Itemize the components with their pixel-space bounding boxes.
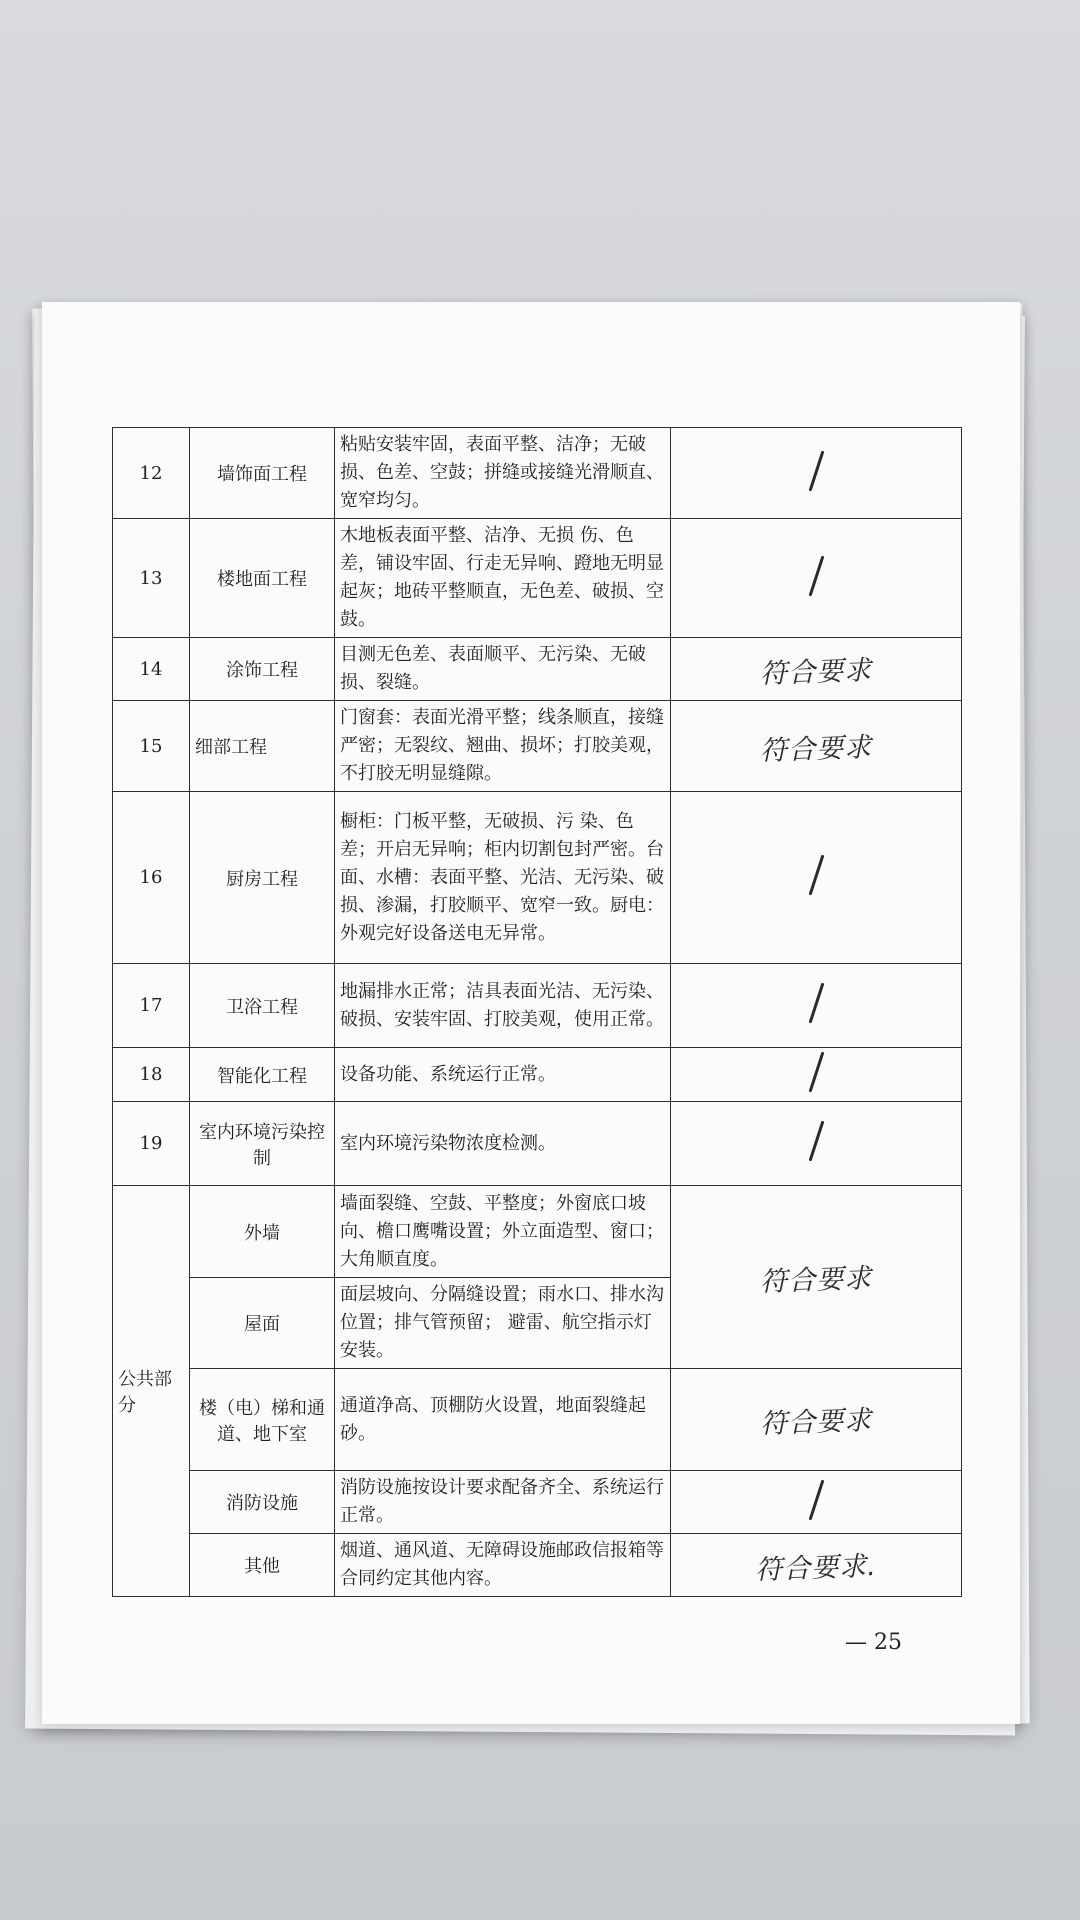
- table-row: [113, 1048, 962, 1102]
- public-standard: 墙面裂缝、空鼓、平整度；外窗底口坡向、檐口鹰嘴设置；外立面造型、窗口；大角顺直度。: [335, 1186, 671, 1278]
- row-standard: 门窗套：表面光滑平整；线条顺直，接缝严密；无裂纹、翘曲、损坏；打胶美观，不打胶无明显缝隙。: [335, 701, 671, 792]
- row-item: 涂饰工程: [190, 638, 335, 701]
- table-row: [113, 792, 962, 964]
- row-item: 楼地面工程: [190, 519, 335, 638]
- row-item: 智能化工程: [190, 1048, 335, 1102]
- row-result: [671, 964, 962, 1048]
- handwritten-slash: [808, 1052, 824, 1093]
- table-row: [113, 1186, 962, 1278]
- row-number: 19: [113, 1102, 190, 1186]
- table-row: [113, 638, 962, 701]
- row-standard: 地漏排水正常；洁具表面光洁、无污染、破损、安装牢固、打胶美观，使用正常。: [335, 964, 671, 1048]
- page-number: — 25: [845, 1630, 902, 1655]
- public-standard: 消防设施按设计要求配备齐全、系统运行正常。: [335, 1471, 671, 1534]
- public-item: 其他: [190, 1534, 335, 1597]
- handwritten-slash: [808, 450, 824, 491]
- row-standard: 木地板表面平整、洁净、无损 伤、色差，铺设牢固、行走无异响、蹬地无明显起灰；地砖平整顺直，无色差、破损、空鼓。: [335, 519, 671, 638]
- row-result: [671, 428, 962, 519]
- inspection-table: [112, 427, 962, 1597]
- row-result: [671, 1102, 962, 1186]
- handwritten-slash: [808, 1121, 824, 1162]
- handwritten-result: 符合要求.: [754, 1550, 878, 1586]
- table-row: [113, 1471, 962, 1534]
- table-row: [113, 964, 962, 1048]
- handwritten-slash: [808, 983, 824, 1024]
- public-item: 消防设施: [190, 1471, 335, 1534]
- public-standard: 烟道、通风道、无障碍设施邮政信报箱等合同约定其他内容。: [335, 1534, 671, 1597]
- row-number: 14: [113, 638, 190, 701]
- row-number: 18: [113, 1048, 190, 1102]
- handwritten-result: 符合要求: [759, 1405, 873, 1440]
- row-result: [671, 638, 962, 701]
- row-result: [671, 792, 962, 964]
- row-item: 细部工程: [190, 701, 335, 792]
- row-standard: 粘贴安装牢固，表面平整、洁净；无破损、色差、空鼓；拼缝或接缝光滑顺直、宽窄均匀。: [335, 428, 671, 519]
- public-result: [671, 1534, 962, 1597]
- public-standard: 面层坡向、分隔缝设置；雨水口、排水沟位置；排气管预留； 避雷、航空指示灯安装。: [335, 1278, 671, 1369]
- row-item: 室内环境污染控制: [190, 1102, 335, 1186]
- handwritten-slash: [808, 855, 824, 896]
- table-row: [113, 701, 962, 792]
- row-number: 13: [113, 519, 190, 638]
- row-number: 12: [113, 428, 190, 519]
- handwritten-slash: [808, 1479, 824, 1520]
- row-result: [671, 1048, 962, 1102]
- public-standard: 通道净高、顶棚防火设置，地面裂缝起砂。: [335, 1369, 671, 1471]
- public-item: 楼（电）梯和通道、地下室: [190, 1369, 335, 1471]
- public-result: [671, 1471, 962, 1534]
- table-row: [113, 1369, 962, 1471]
- document-page: [42, 302, 1020, 1724]
- row-item: 厨房工程: [190, 792, 335, 964]
- row-standard: 橱柜：门板平整，无破损、污 染、色差；开启无异响；柜内切割包封严密。台面、水槽：表面平整、光洁、无污染、破损、渗漏，打胶顺平、宽窄一致。厨电：外观完好设备送电无异常。: [335, 792, 671, 964]
- public-merged-result: [671, 1186, 962, 1369]
- table-row: [113, 519, 962, 638]
- row-item: 卫浴工程: [190, 964, 335, 1048]
- public-section-label: 公共部分: [113, 1186, 190, 1597]
- public-item: 外墙: [190, 1186, 335, 1278]
- table-row: [113, 428, 962, 519]
- handwritten-result: 符合要求: [759, 654, 873, 690]
- public-result: [671, 1369, 962, 1471]
- row-item: 墙饰面工程: [190, 428, 335, 519]
- row-standard: 设备功能、系统运行正常。: [335, 1048, 671, 1102]
- row-number: 15: [113, 701, 190, 792]
- row-number: 17: [113, 964, 190, 1048]
- public-item: 屋面: [190, 1278, 335, 1369]
- handwritten-result: 符合要求: [759, 731, 873, 767]
- row-result: [671, 519, 962, 638]
- row-result: [671, 701, 962, 792]
- handwritten-result: 符合要求: [759, 1262, 873, 1298]
- row-standard: 目测无色差、表面顺平、无污染、无破损、裂缝。: [335, 638, 671, 701]
- table-row: [113, 1102, 962, 1186]
- row-number: 16: [113, 792, 190, 964]
- handwritten-slash: [808, 555, 824, 596]
- row-standard: 室内环境污染物浓度检测。: [335, 1102, 671, 1186]
- table-row: [113, 1534, 962, 1597]
